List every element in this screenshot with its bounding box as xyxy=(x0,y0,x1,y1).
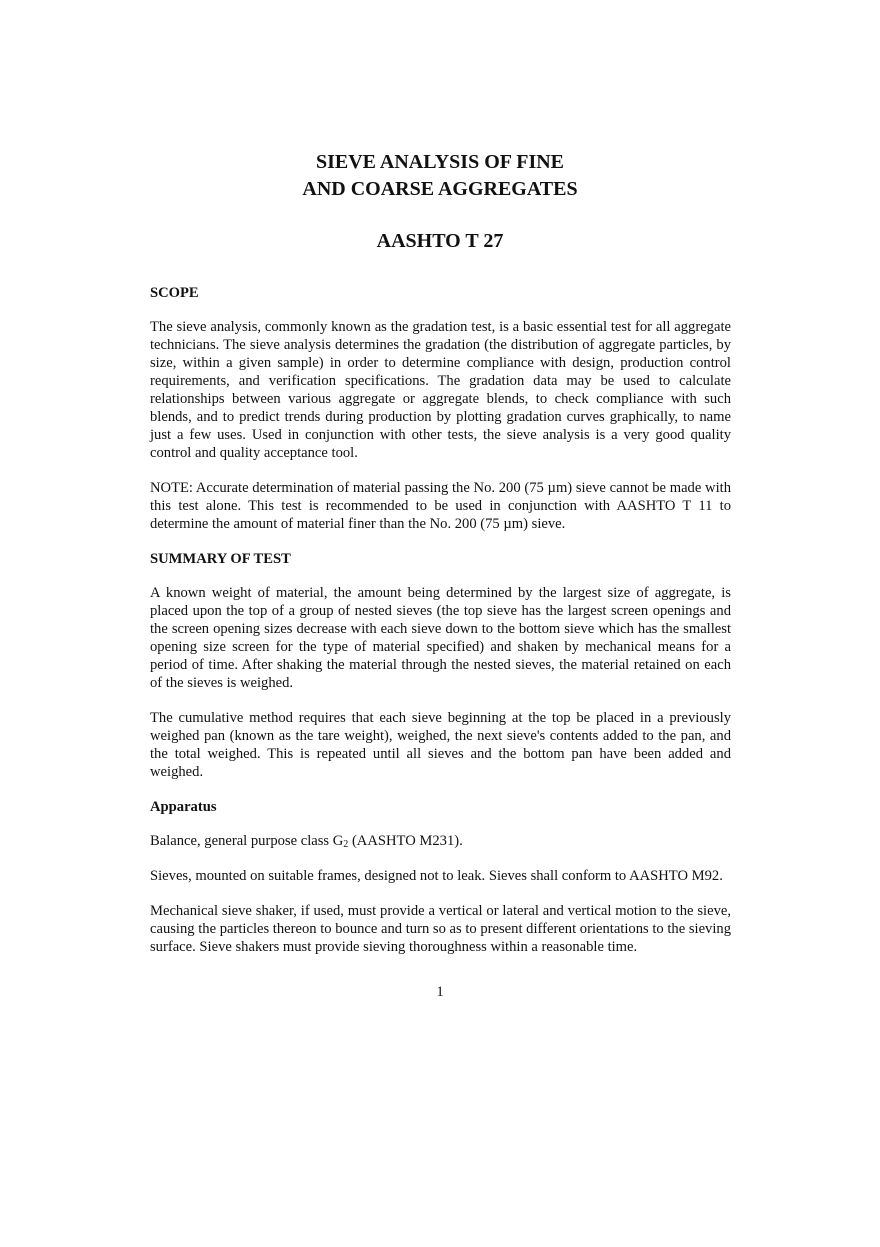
document-body xyxy=(150,284,731,956)
balance-standard: (AASHTO M231). xyxy=(348,833,463,849)
title-line-1: SIEVE ANALYSIS OF FINE xyxy=(315,151,565,173)
balance-text: Balance, general purpose class G xyxy=(150,833,344,849)
apparatus-heading: Apparatus xyxy=(150,799,217,815)
summary-paragraph-1: A known weight of material, the amount being determined by the largest size of aggregate, is placed upon the top of a group of nested sieves (the top sieve has the largest screen openings and the screen opening sizes decrease with each sieve down to the bottom sieve which has the smallest opening size screen for the type of material specified) and shaken by mechanical means for a period of time. After shaking the material through the nested sieves, the material retained on each of the sieves is weighed. xyxy=(150,585,731,691)
balance-class-subscript: 2 xyxy=(343,839,349,850)
summary-paragraph-2: The cumulative method requires that each sieve beginning at the top be placed in a previously weighed pan (known as the tare weight), weighed, the next sieve's contents added to the pan, and the total weighed. This is repeated until all sieves and the bottom pan have been added and weighed. xyxy=(150,710,731,780)
title-line-2: AND COARSE AGGREGATES xyxy=(302,178,578,200)
balance-paragraph xyxy=(150,832,731,850)
shaker-paragraph: Mechanical sieve shaker, if used, must provide a vertical or lateral and vertical motion to the sieve, causing the particles thereon to bounce and turn so as to present different orientations to the sieving surface. Sieve shakers must provide sieving thoroughness within a reasonable time. xyxy=(150,903,731,955)
summary-heading: SUMMARY OF TEST xyxy=(150,551,291,567)
standard-designation: AASHTO T 27 xyxy=(376,230,504,252)
note-paragraph: NOTE: Accurate determination of material passing the No. 200 (75 µm) sieve cannot be made with this test alone. This test is recommended to be used in conjunction with AASHTO T 11 to determine the amount of material finer than the No. 200 (75 µm) sieve. xyxy=(150,480,731,532)
document-title xyxy=(150,149,730,203)
scope-heading: SCOPE xyxy=(150,285,199,301)
sieves-paragraph: Sieves, mounted on suitable frames, designed not to leak. Sieves shall conform to AASHTO M92. xyxy=(150,868,723,884)
scope-paragraph: The sieve analysis, commonly known as the gradation test, is a basic essential test for all aggregate technicians. The sieve analysis determines the gradation (the distribution of aggregate particles, by size, within a given sample) in order to determine compliance with design, production control requirements, and verification specifications. The gradation data may be used to calculate relationships between various aggregate or aggregate blends, to check compliance with such blends, and to predict trends during production by plotting gradation curves graphically, to name just a few uses. Used in conjunction with other tests, the sieve analysis is a very good quality control and quality acceptance tool. xyxy=(150,319,731,461)
page-number: 1 xyxy=(436,984,444,1000)
